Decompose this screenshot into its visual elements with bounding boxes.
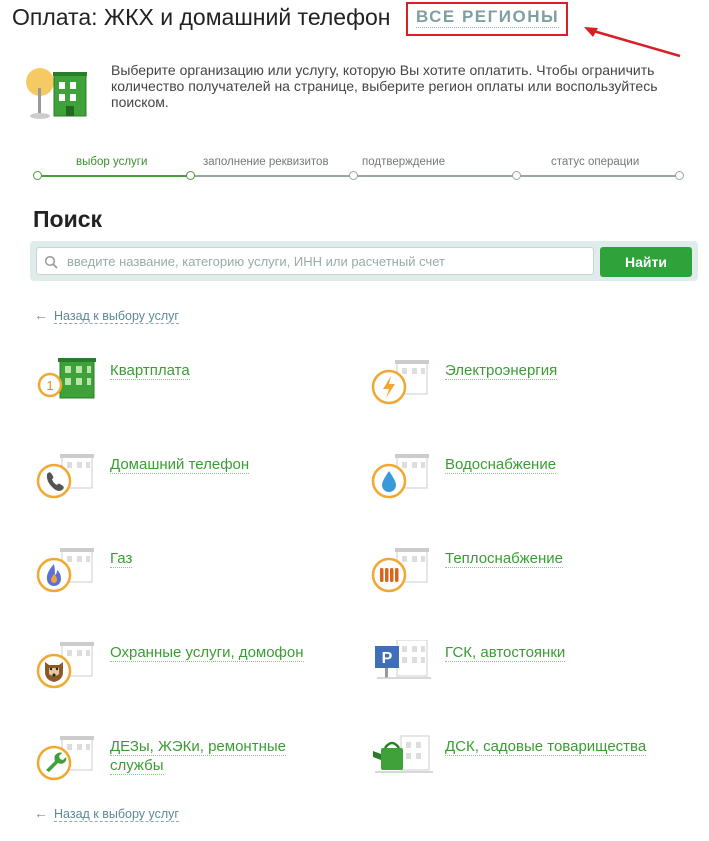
step-dot [186,171,195,180]
search-bar [30,241,698,281]
page-title: Оплата: ЖКХ и домашний телефон [12,4,391,30]
service-name[interactable]: ДСК, садовые товарищества [445,738,647,755]
service-name[interactable]: Водоснабжение [445,456,557,473]
gas-flame-icon [36,546,102,596]
guard-dog-icon [36,640,102,692]
step-line-active [40,175,190,177]
service-item-electricity[interactable] [371,358,691,428]
intro-text: Выберите организацию или услугу, которую Вы хотите оплатить. Чтобы ограничить количество получателей на странице, выберите регион оплаты или воспользуйтесь поиском. [111,62,658,110]
step-line-inactive [194,175,682,177]
service-item-gas[interactable] [36,546,356,616]
service-item-parking[interactable] [371,640,691,710]
progress-steps [34,154,684,184]
radiator-icon [371,546,437,596]
service-name[interactable]: ГСК, автостоянки [445,644,566,661]
service-item-water[interactable] [371,452,691,522]
tree-building-icon [22,60,92,120]
search-input[interactable] [36,247,594,275]
rent-icon [36,358,102,404]
service-item-security[interactable] [36,640,356,710]
phone-icon [36,452,102,502]
annotation-arrow-icon [580,24,684,60]
all-regions-link[interactable]: ВСЕ РЕГИОНЫ [416,7,560,26]
service-item-garden[interactable] [371,734,691,804]
back-link-bottom[interactable] [34,805,179,821]
service-item-rent[interactable] [36,358,356,428]
service-name[interactable]: Теплоснабжение [445,550,563,567]
step-dot [349,171,358,180]
parking-icon [371,640,437,684]
svg-text:1: 1 [46,378,54,393]
back-link-label[interactable]: Назад к выбору услуг [54,309,179,323]
service-item-phone[interactable] [36,452,356,522]
arrow-left-icon: ← [34,307,48,323]
lightning-icon [371,358,437,408]
step-select-service: выбор услуги [76,156,148,168]
watering-can-icon [371,734,437,778]
back-link-top[interactable] [34,307,179,323]
service-item-heating[interactable] [371,546,691,616]
step-fill-details: заполнение реквизитов [203,156,329,168]
search-heading: Поиск [33,206,103,232]
service-name[interactable]: Квартплата [110,362,190,379]
back-link-label[interactable]: Назад к выбору услуг [54,807,179,821]
arrow-left-icon: ← [34,805,48,821]
step-dot [675,171,684,180]
step-dot [33,171,42,180]
service-name[interactable]: ДЕЗы, ЖЭКи, ремонтные службы [110,738,286,774]
step-dot [512,171,521,180]
service-name[interactable]: Газ [110,550,133,567]
step-confirmation: подтверждение [362,156,446,168]
service-item-housing-office[interactable] [36,734,356,804]
water-drop-icon [371,452,437,502]
step-status: статус операции [551,156,640,168]
service-name[interactable]: Охранные услуги, домофон [110,644,304,661]
service-name[interactable]: Домашний телефон [110,456,250,473]
wrench-icon [36,734,102,784]
search-icon [44,255,58,269]
search-button[interactable]: Найти [600,247,692,277]
service-name[interactable]: Электроэнергия [445,362,558,379]
svg-text:P: P [381,650,393,667]
